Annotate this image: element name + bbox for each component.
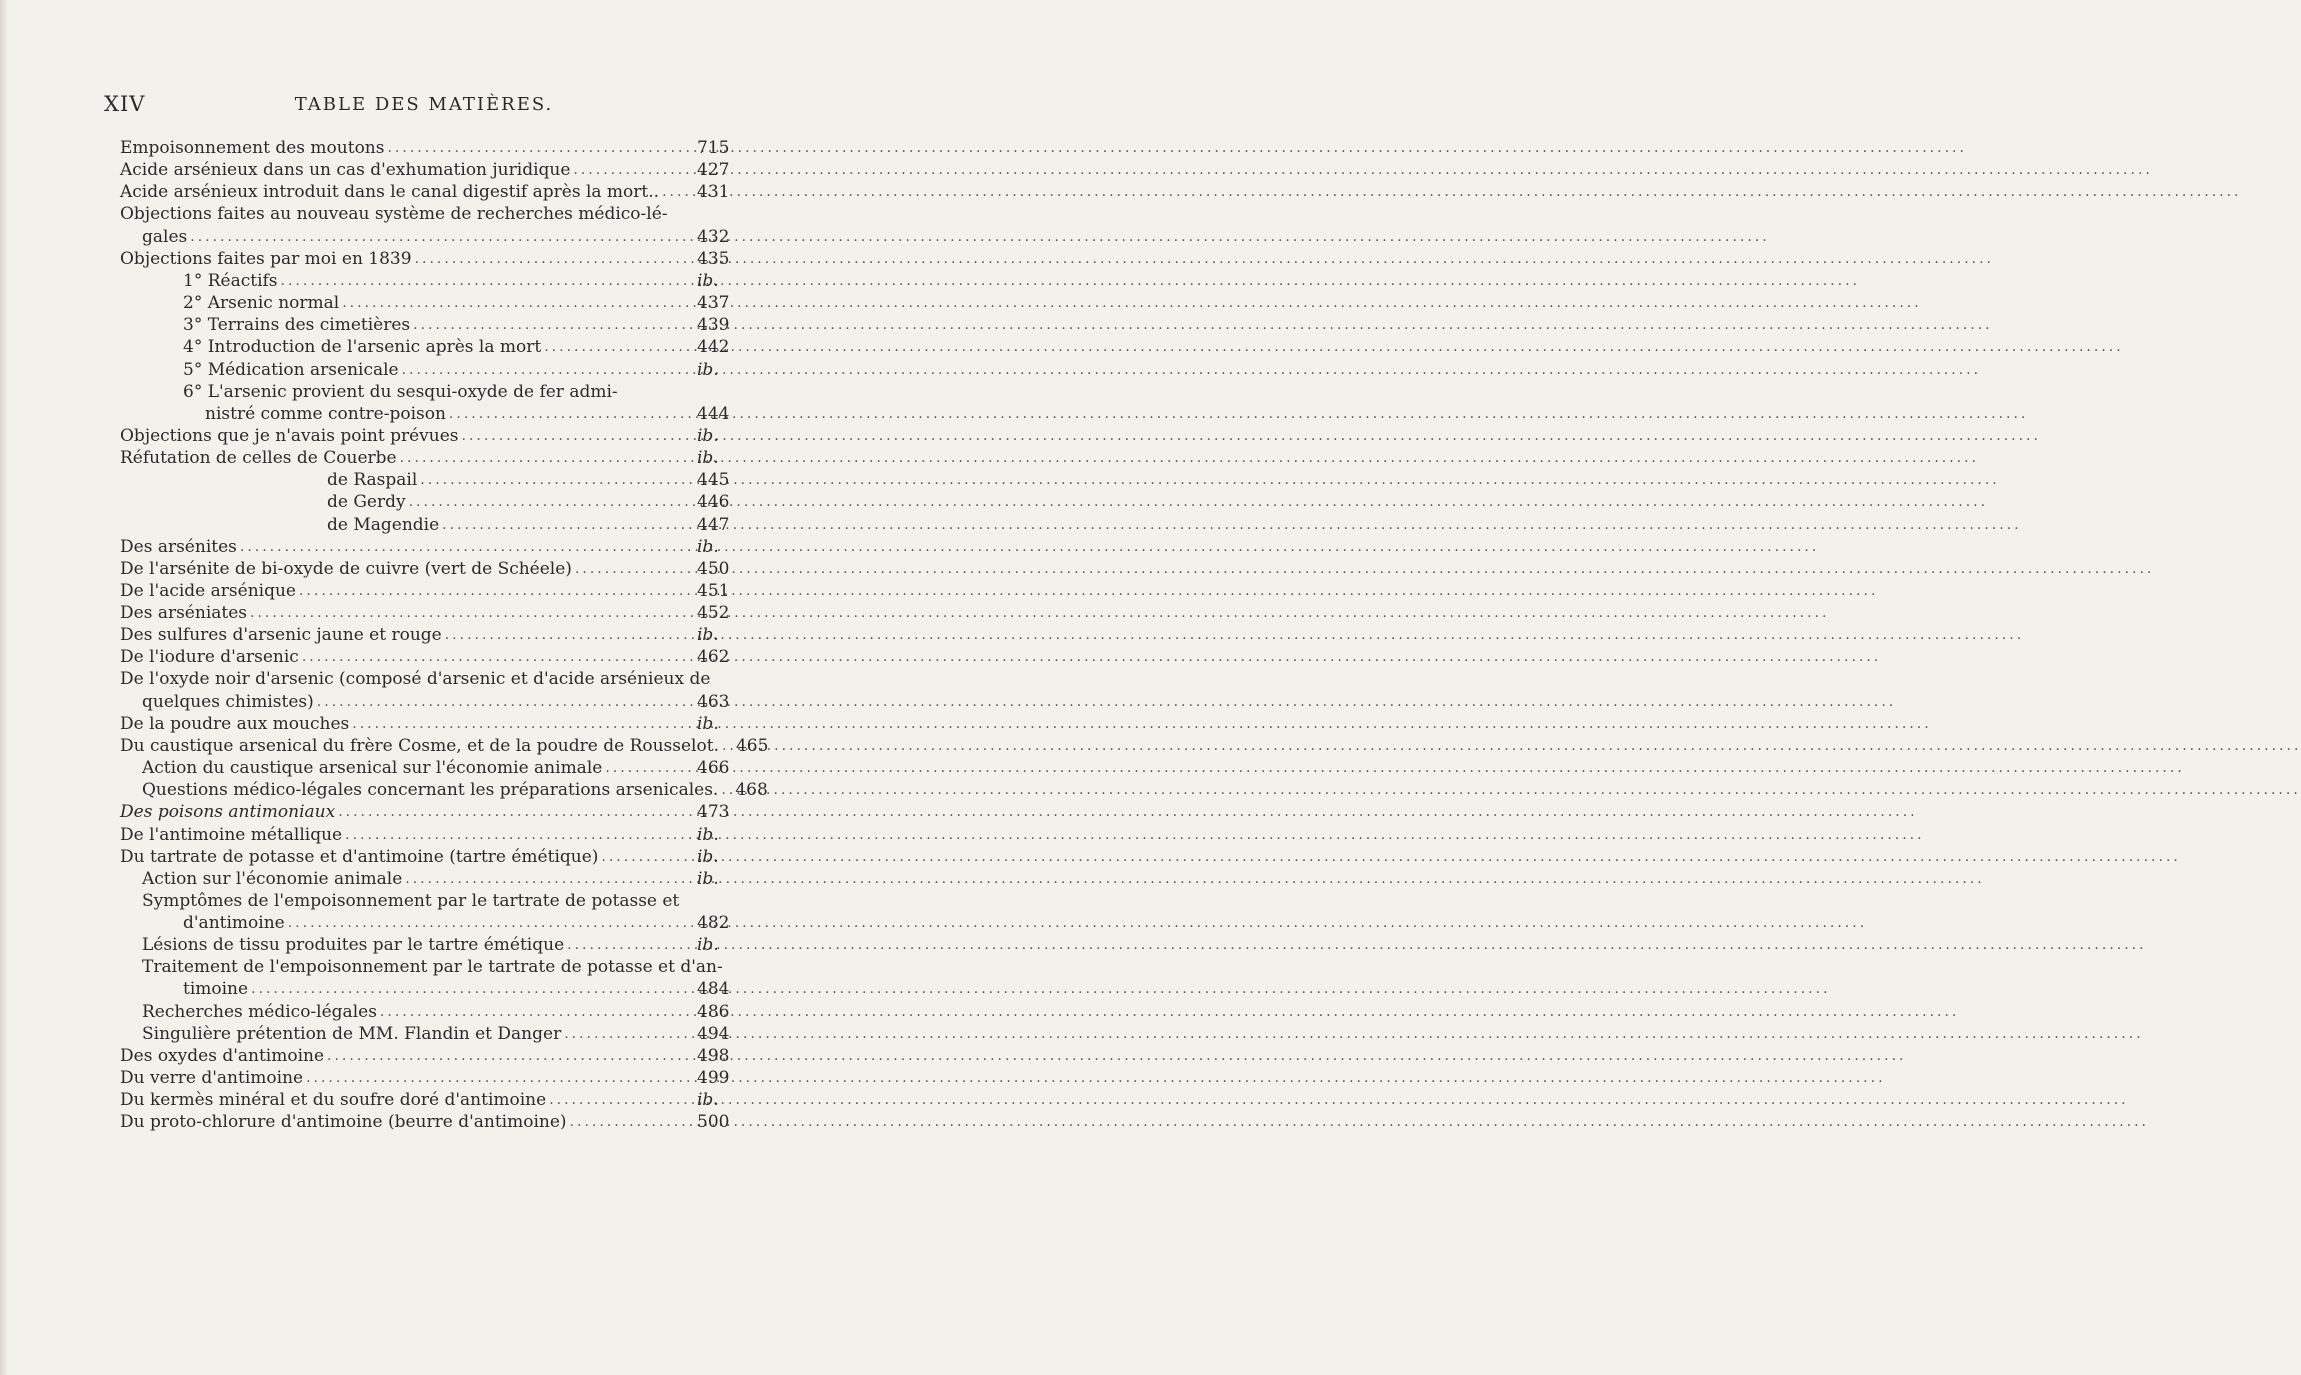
toc-entry [120,358,737,380]
toc-entry-label: Symptômes de l'empoisonnement par le tartrate de potasse et [142,890,680,911]
toc-entry-page: 427 [697,160,730,181]
toc-entry-label: 3° Terrains des cimetières [183,315,411,336]
toc-entry [120,558,737,580]
toc-entry-label: Du caustique arsenical du frère Cosme, et de la poudre de Rousselot. [120,735,719,756]
toc-entry [120,513,737,535]
toc-entry-label: Des sulfures d'arsenic jaune et rouge [120,625,442,646]
toc-entry-page: ib. [697,359,719,380]
toc-entry [120,801,737,823]
toc-entry-label: Recherches médico-légales [142,1001,377,1022]
toc-entry-label: Des poisons antimoniaux [120,802,336,823]
dot-leader [409,491,693,513]
toc-entry-page: 473 [697,802,730,823]
toc-entry-page: 452 [697,603,730,624]
toc-entry-label: Action du caustique arsenical sur l'économie animale [142,758,603,779]
dot-leader [544,336,693,358]
toc-entry-label: timoine [183,979,249,1000]
toc-entry [120,1067,737,1089]
toc-entry-label: gales [142,226,188,247]
toc-entry-label: De l'antimoine métallique [120,824,343,845]
dot-leader [722,735,732,757]
toc-entry-label: Objections que je n'avais point prévues [120,425,459,446]
toc-entry-label: Singulière prétention de MM. Flandin et Danger [142,1023,562,1044]
toc-entry-page: 499 [697,1068,730,1089]
toc-entry [120,1000,737,1022]
dot-leader [570,1111,693,1133]
toc-entry-label: Acide arsénieux dans un cas d'exhumation juridique [120,160,571,181]
toc-entry [120,270,737,292]
toc-entry-page: 439 [697,315,730,336]
toc-entry-label: Du proto-chlorure d'antimoine (beurre d'antimoine) [120,1112,567,1133]
dot-leader [387,137,693,159]
dot-leader [402,359,693,381]
toc-entry-page: 451 [697,580,730,601]
toc-entry-label: Action sur l'économie animale [142,868,403,889]
dot-leader [317,691,693,713]
toc-entry-page: ib. [697,1090,719,1111]
toc-entry-label: De l'iodure d'arsenic [120,647,299,668]
dot-leader [400,447,693,469]
toc-entry-label: de Magendie [327,514,440,535]
toc-entry-label: 5° Médication arsenicale [183,359,399,380]
dot-leader [250,602,693,624]
toc-entry [120,137,737,159]
toc-entry-page: 500 [697,1112,730,1133]
toc-entry-page: 437 [697,293,730,314]
toc-entry-page: 431 [697,182,730,203]
toc-entry [120,1111,737,1133]
toc-entry [120,1089,737,1111]
toc-entry-label: Objections faites par moi en 1839 [120,248,412,269]
dot-leader [721,779,731,801]
toc-entry-label: Traitement de l'empoisonnement par le tartrate de potasse et d'an- [142,957,723,978]
toc-entry [120,248,737,270]
toc-entry [120,403,737,425]
toc-entry [120,226,737,248]
toc-entry [120,159,737,181]
dot-leader [345,824,693,846]
dot-leader [240,536,693,558]
dot-leader [462,425,694,447]
toc-entry-page: ib. [697,425,719,446]
toc-entry [120,846,737,868]
toc-entry-page: ib. [697,935,719,956]
toc-entry [120,735,769,757]
toc-entry-label: De l'acide arsénique [120,580,296,601]
toc-entry-label: de Gerdy [327,492,406,513]
toc-entry-page: 494 [697,1023,730,1044]
toc-entry [120,203,737,225]
toc-entry [120,447,737,469]
toc-entry-label: Du kermès minéral et du soufre doré d'antimoine [120,1090,547,1111]
dot-leader [420,469,693,491]
toc-entry [120,469,737,491]
toc-entry-page: 450 [697,558,730,579]
toc-entry-page: ib. [697,536,719,557]
toc-entry-page: 442 [697,337,730,358]
dot-leader [445,624,693,646]
toc-entry-label: 1° Réactifs [183,270,278,291]
toc-entry-label: 2° Arsenic normal [183,293,340,314]
toc-entry-label: Acide arsénieux introduit dans le canal digestif après la mort.. [120,182,660,203]
dot-leader [662,181,693,203]
toc-entry [120,425,737,447]
toc-entry-label: Des arsénites [120,536,237,557]
toc-entry [120,314,737,336]
book-page [0,0,800,1375]
toc-entry-label: d'antimoine [183,913,285,934]
toc-entry-page: ib. [697,448,719,469]
dot-leader [449,403,693,425]
toc-entry [120,823,737,845]
toc-entry [120,956,737,978]
toc-entry-label: Du verre d'antimoine [120,1068,304,1089]
toc-entry-label: Réfutation de celles de Couerbe [120,448,397,469]
toc-entry [120,580,737,602]
dot-leader [306,1067,693,1089]
toc-entry-label: De l'oxyde noir d'arsenic (composé d'arsenic et d'acide arsénieux de [120,669,711,690]
toc-entry [120,668,737,690]
dot-leader [415,248,693,270]
toc-entry [120,1045,737,1067]
toc-entry [120,890,737,912]
toc-entry-label: quelques chimistes) [142,691,314,712]
toc-entry-page: 462 [697,647,730,668]
toc-entry-page: ib. [697,824,719,845]
dot-leader [190,226,693,248]
page-header [104,92,744,122]
dot-leader [288,912,693,934]
toc-entry-page: 435 [697,248,730,269]
toc-entry-page: 445 [697,470,730,491]
table-of-contents [120,137,769,1133]
toc-entry-label: Des arséniates [120,603,248,624]
toc-entry-label: Objections faites au nouveau système de recherches médico-lé- [120,204,668,225]
toc-entry [120,978,737,1000]
dot-leader [405,868,693,890]
toc-entry [120,757,737,779]
toc-entry [120,691,737,713]
toc-entry-label: Des oxydes d'antimoine [120,1045,325,1066]
running-title: TABLE DES MATIÈRES. [294,94,554,115]
toc-entry [120,912,737,934]
toc-entry-label: Du tartrate de potasse et d'antimoine (tartre émétique) [120,846,599,867]
toc-entry [120,602,737,624]
dot-leader [281,270,693,292]
toc-entry-page: 715 [697,138,730,159]
dot-leader [302,646,693,668]
toc-entry-page: 466 [697,758,730,779]
dot-leader [442,514,693,536]
toc-entry [120,934,737,956]
dot-leader [380,1001,693,1023]
dot-leader [549,1089,693,1111]
dot-leader [567,934,693,956]
toc-entry [120,336,737,358]
toc-entry [120,868,737,890]
toc-entry-page: 486 [697,1001,730,1022]
dot-leader [564,1023,693,1045]
toc-entry-page: ib. [697,713,719,734]
dot-leader [299,580,693,602]
toc-entry [120,292,737,314]
dot-leader [352,713,693,735]
toc-entry [120,491,737,513]
toc-entry [120,624,737,646]
toc-entry-label: de Raspail [327,470,418,491]
dot-leader [601,846,693,868]
toc-entry-page: 463 [697,691,730,712]
toc-entry-page: 484 [697,979,730,1000]
toc-entry [120,646,737,668]
toc-entry-label: De la poudre aux mouches [120,713,350,734]
toc-entry-label: Questions médico-légales concernant les préparations arsenicales. [142,780,719,801]
dot-leader [338,801,693,823]
dot-leader [573,159,693,181]
dot-leader [605,757,693,779]
page-folio: XIV [104,92,146,116]
toc-entry-page: 444 [697,403,730,424]
toc-entry-page: 447 [697,514,730,535]
toc-entry-label: Empoisonnement des moutons [120,138,385,159]
page-edge-shadow [0,0,8,1375]
toc-entry-page: 498 [697,1045,730,1066]
dot-leader [342,292,693,314]
toc-entry [120,181,737,203]
toc-entry-page: 432 [697,226,730,247]
toc-entry-page: ib. [697,625,719,646]
toc-entry-page: ib. [697,868,719,889]
toc-entry-label: De l'arsénite de bi-oxyde de cuivre (vert de Schéele) [120,558,572,579]
toc-entry [120,713,737,735]
toc-entry [120,536,737,558]
toc-entry-label: nistré comme contre-poison [205,403,446,424]
toc-entry-page: 468 [735,780,768,801]
toc-entry-label: Lésions de tissu produites par le tartre émétique [142,935,565,956]
toc-entry-label: 6° L'arsenic provient du sesqui-oxyde de fer admi- [183,381,618,402]
toc-entry-page: ib. [697,270,719,291]
toc-entry-page: 465 [735,735,769,756]
toc-entry [120,1023,737,1045]
dot-leader [575,558,693,580]
toc-entry [120,779,768,801]
dot-leader [413,314,693,336]
dot-leader [327,1045,693,1067]
toc-entry-page: 482 [697,913,730,934]
toc-entry-page: ib. [697,846,719,867]
dot-leader [251,978,693,1000]
toc-entry-label: 4° Introduction de l'arsenic après la mort [183,337,542,358]
toc-entry [120,381,737,403]
toc-entry-page: 446 [697,492,730,513]
